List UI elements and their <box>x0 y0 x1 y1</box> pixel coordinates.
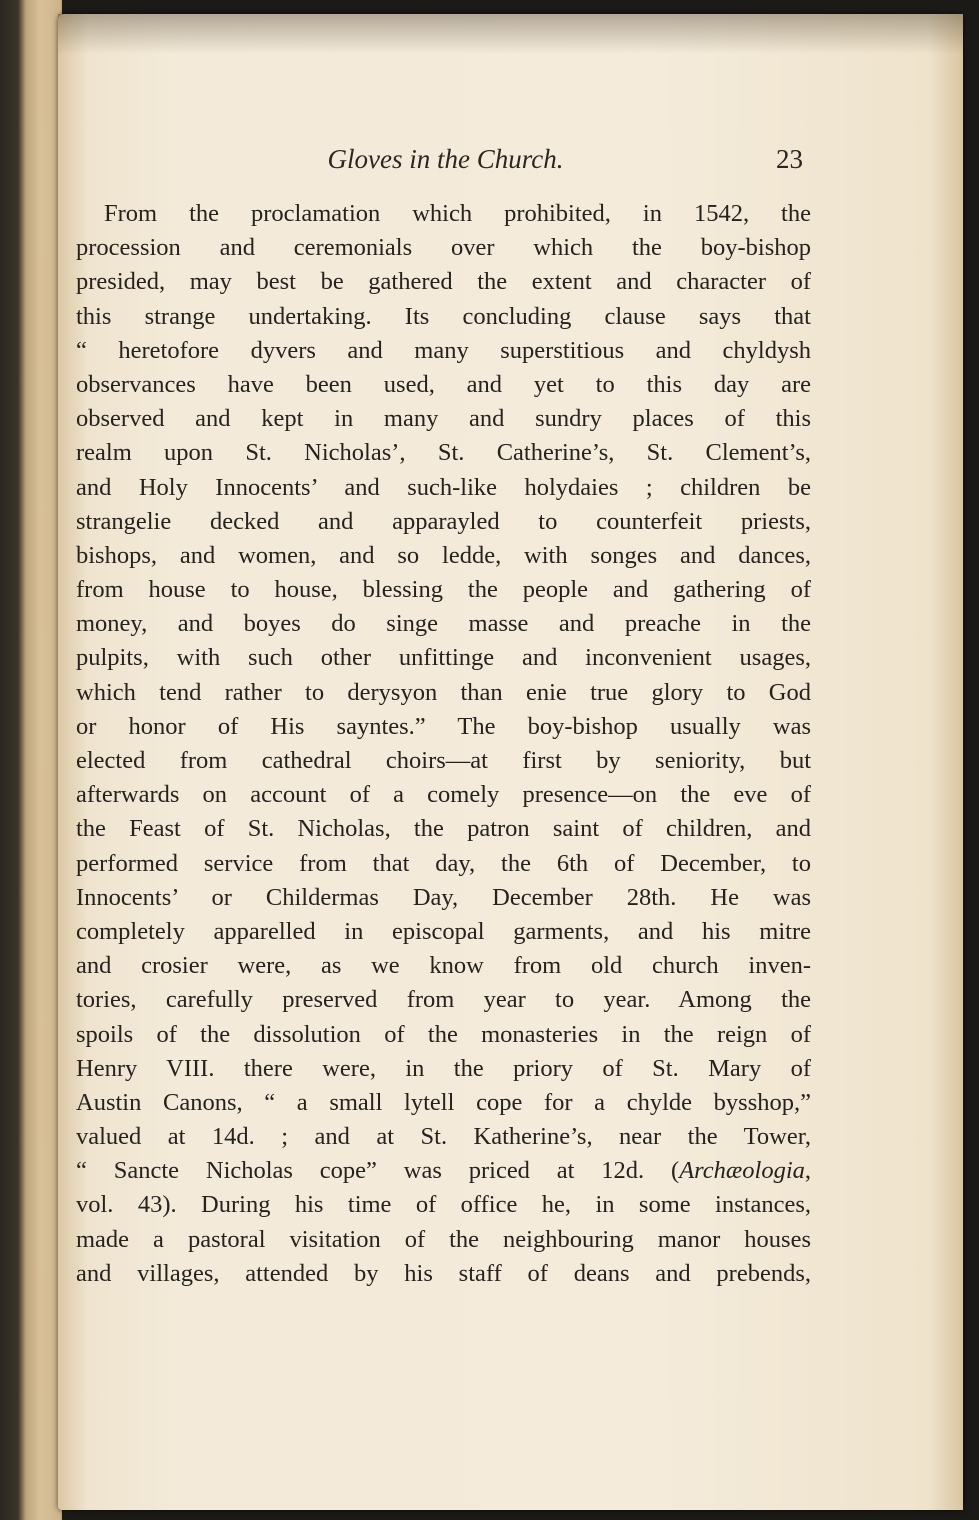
text-line: From the proclamation which prohibited, in 1542, the <box>104 200 811 227</box>
text-line: tories, carefully preserved from year to year. Among the <box>76 986 811 1014</box>
text-line: presided, may best be gathered the extent and character of <box>76 268 811 296</box>
text-line: Austin Canons, “ a small lytell cope for a chylde bysshop,” <box>76 1088 811 1116</box>
page-number: 23 <box>776 144 803 174</box>
text-line: vol. 43). During his time of office he, in some instances, <box>76 1191 811 1219</box>
text-line: pulpits, with such other unfittinge and inconvenient usages, <box>76 644 811 672</box>
text-line-citation <box>76 1154 811 1188</box>
text-line: made a pastoral visitation of the neighbouring manor houses <box>76 1225 811 1253</box>
text-line: realm upon St. Nicholas’, St. Catherine’s, St. Clement’s, <box>76 439 811 467</box>
text-line: valued at 14d. ; and at St. Katherine’s, near the Tower, <box>76 1123 811 1151</box>
text-line: spoils of the dissolution of the monasteries in the reign of <box>76 1020 811 1048</box>
text-line: and villages, attended by his staff of deans and prebends, <box>76 1259 811 1287</box>
citation-title: Archæologia <box>679 1157 805 1185</box>
text-line: observances have been used, and yet to this day are <box>76 370 811 398</box>
text-line: observed and kept in many and sundry places of this <box>76 405 811 433</box>
text-line: afterwards on account of a comely presence—on the eve of <box>76 781 811 809</box>
text-line: the Feast of St. Nicholas, the patron saint of children, and <box>76 815 811 843</box>
text-line: from house to house, blessing the people and gathering of <box>76 576 811 604</box>
text-line: money, and boyes do singe masse and preache in the <box>76 610 811 638</box>
text-line: procession and ceremonials over which the boy-bishop <box>76 234 811 262</box>
citation-lead: “ Sancte Nicholas cope” was priced at 12d. ( <box>76 1157 680 1185</box>
citation-suffix: , <box>804 1157 811 1185</box>
text-line: Innocents’ or Childermas Day, December 28th. He was <box>76 883 811 911</box>
text-line: strangelie decked and apparayled to counterfeit priests, <box>76 507 811 535</box>
running-title: Gloves in the Church. <box>327 144 564 174</box>
text-line: which tend rather to derysyon than enie true glory to God <box>76 678 811 706</box>
text-line: or honor of His sayntes.” The boy-bishop usually was <box>76 712 811 740</box>
text-line: and Holy Innocents’ and such-like holydaies ; children be <box>76 473 811 501</box>
text-line: completely apparelled in episcopal garments, and his mitre <box>76 917 811 945</box>
text-line: elected from cathedral choirs—at first by seniority, but <box>76 747 811 774</box>
text-line: bishops, and women, and so ledde, with songes and dances, <box>76 541 811 569</box>
text-line: this strange undertaking. Its concluding clause says that <box>76 302 811 330</box>
text-line: Henry VIII. there were, in the priory of St. Mary of <box>76 1054 811 1082</box>
body-text <box>76 197 811 1291</box>
text-line: and crosier were, as we know from old church inven- <box>76 952 811 980</box>
text-line: performed service from that day, the 6th of December, to <box>76 849 811 877</box>
book-spine-edge <box>0 0 62 1520</box>
running-head <box>78 140 813 180</box>
text-line: “ heretofore dyvers and many superstitious and chyldysh <box>76 336 811 364</box>
